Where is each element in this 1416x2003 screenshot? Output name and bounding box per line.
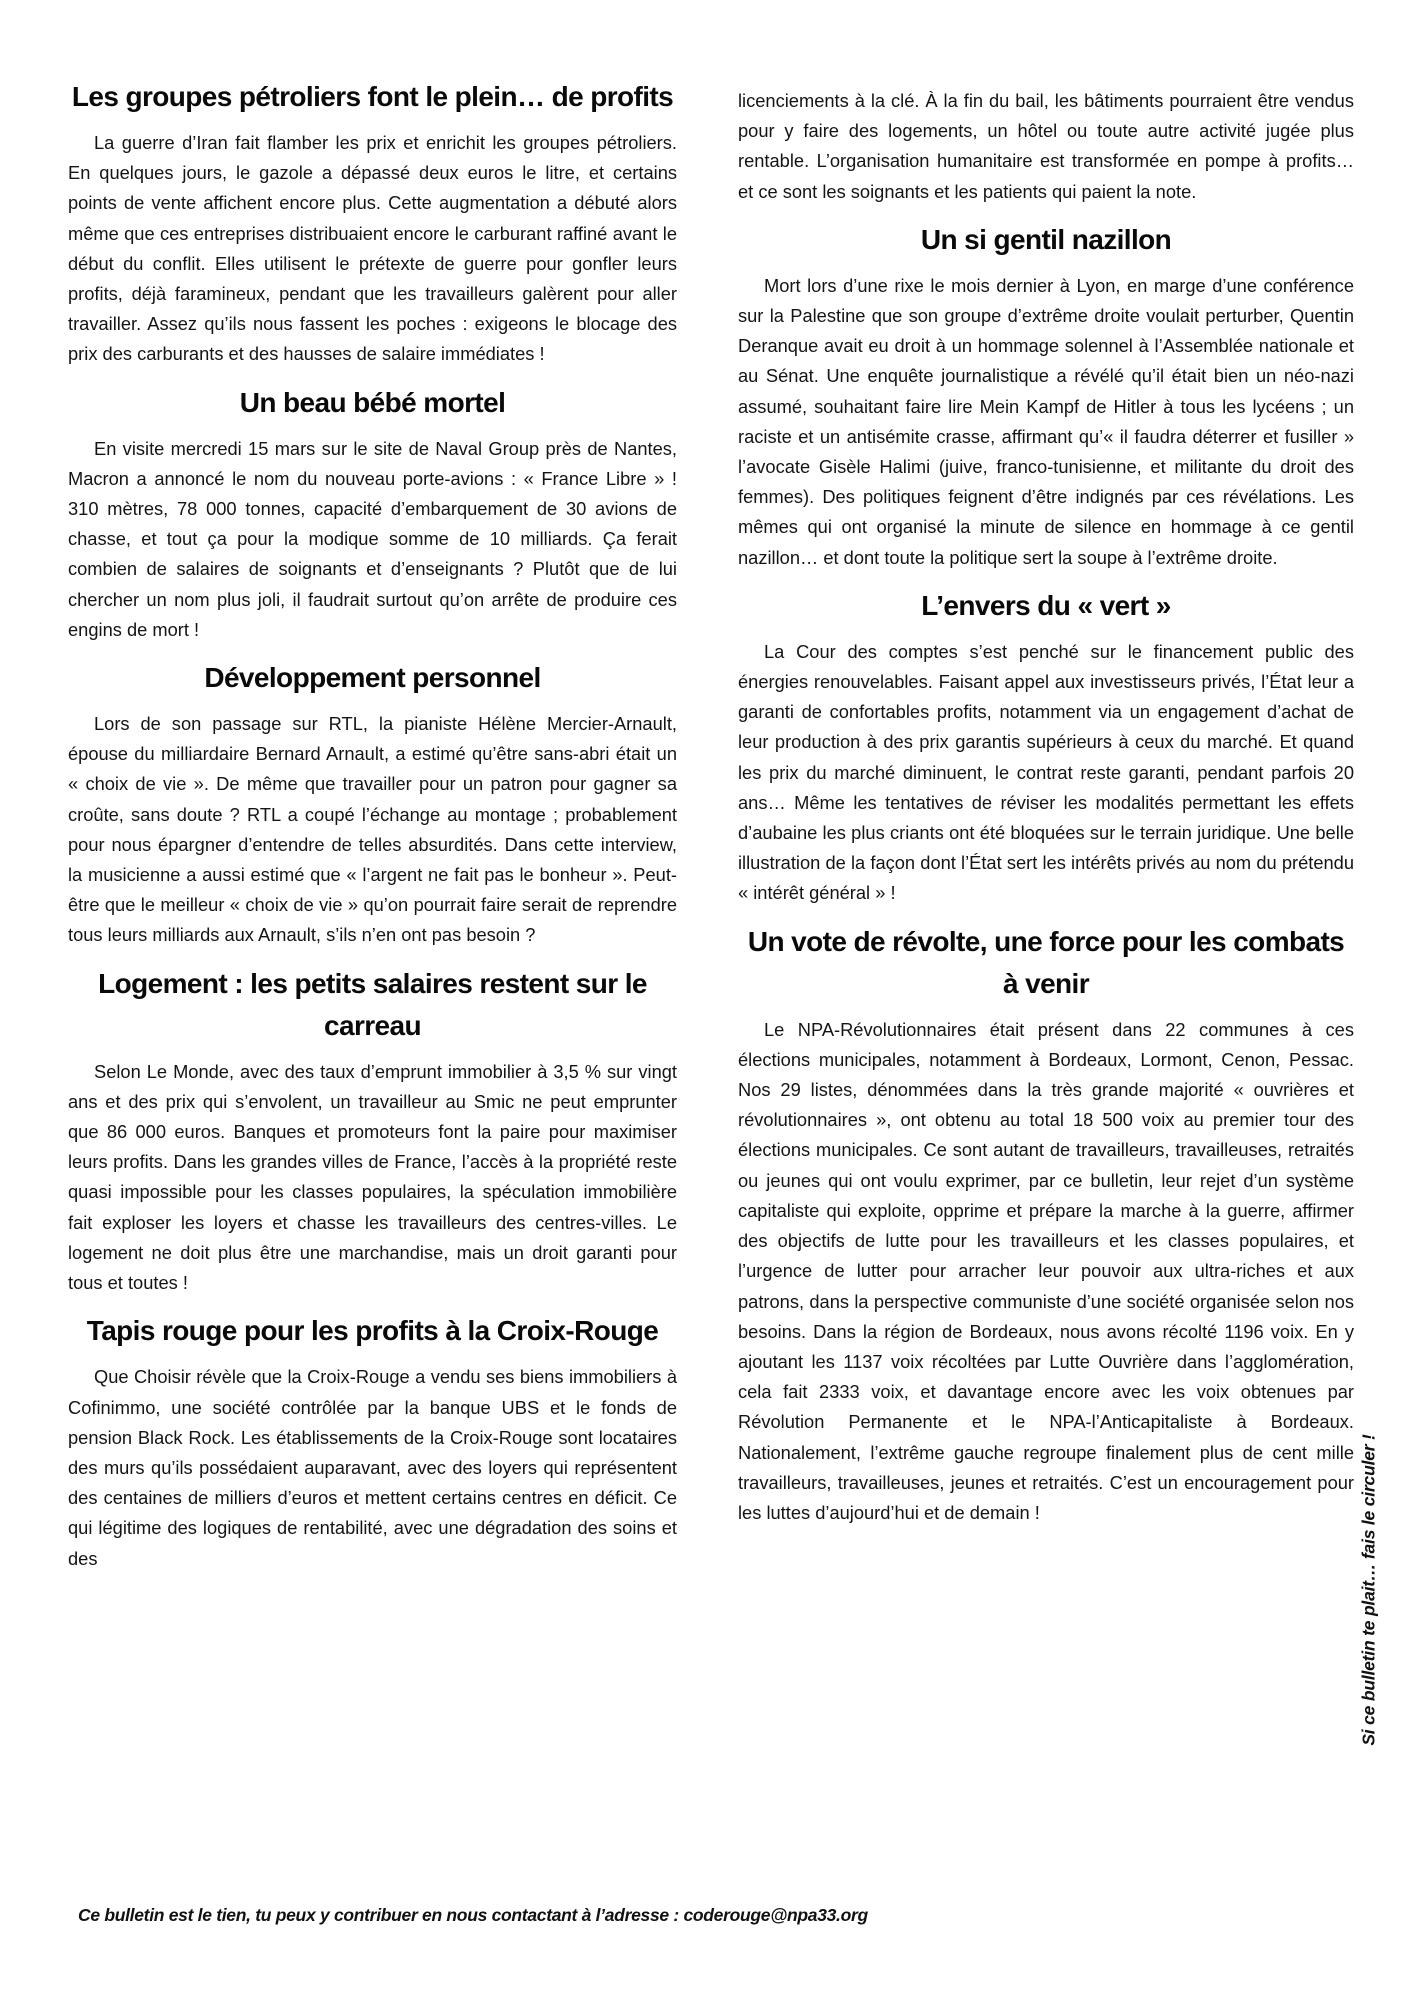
article-continuation: licenciements à la clé. À la fin du bail, les bâtiments pourraient être vendus pour y faire des logements, un hôtel ou toute autre activité jugée plus rentable. L’organisation humanitaire est transformée en pompe à profits… et ce sont les soignants et les patients qui paient la note.	[738, 90, 1354, 202]
article-body: Le NPA-Révolutionnaires était présent dans 22 communes à ces élections municipales, notamment à Bordeaux, Lormont, Cenon, Pessac. Nos 29 listes, dénommées dans la très grande majorité « ouvrières et révolutionnaires », ont obtenu au total 18 500 voix au premier tour des élections municipales. Ce sont autant de travailleurs, travailleuses, retraités ou jeunes qui ont voulu exprimer, par ce bulletin, leur rejet d’un système capitaliste qui exploite, opprime et prépare la marche à la guerre, affirmer des objectifs de lutte pour les travailleurs et les classes populaires, et l’urgence de lutter pour arracher leur pouvoir aux ultra-riches et aux patrons, dans la perspective communiste d’une société organisée selon nos besoins. Dans la région de Bordeaux, nous avons récolté 1196 voix. En y ajoutant les 1137 voix récoltées par Lutte Ouvrière dans l’agglomération, cela fait 2333 voix, et davantage encore avec les voix obtenues par Révolution Permanente et le NPA-l’Anticapitaliste à Bordeaux. Nationalement, l’extrême gauche regroupe finalement plus de cent mille travailleurs, travailleuses, jeunes et retraités. C’est un encouragement pour les luttes d’aujourd’hui et de demain !	[738, 1018, 1354, 1523]
side-note-text: Si ce bulletin te plait… fais le circuler !	[1358, 1434, 1379, 1746]
article-title: Un si gentil nazillon	[920, 223, 1172, 255]
article-personal-development	[68, 657, 677, 951]
article-title: Tapis rouge pour les profits à la Croix-Rouge	[86, 1315, 659, 1347]
article-body: La Cour des comptes s’est penché sur le financement public des énergies renouvelables. Faisant appel aux investisseurs privés, l’État leur a garanti de confortables profits, notamment via un engagement d’achat de leur production à des prix garantis supérieurs à ceux du marché. Et quand les prix du marché diminuent, le contrat reste garanti, pendant parfois 20 ans… Même les tentatives de réviser les modalités permettant les effets d’aubaine les plus criants ont été bloquées sur le terrain juridique. Une belle illustration de la façon dont l’État sert les intérêts privés au nom du prétendu « intérêt général » !	[738, 640, 1354, 904]
article-nazillon	[738, 219, 1354, 573]
article-title: Développement personnel	[204, 662, 541, 694]
right-column	[738, 86, 1354, 1540]
article-body: La guerre d’Iran fait flamber les prix et enrichit les groupes pétroliers. En quelques jours, le gazole a dépassé deux euros le litre, et certains points de vente affichent encore plus. Cette augmentation a débuté alors même que ces entreprises distribuaient encore le carburant raffiné avant le début du conflit. Elles utilisent le prétexte de guerre pour gonfler leurs profits, déjà faramineux, pendant que les travailleurs galèrent pour aller travailler. Assez qu’ils nous fassent les poches : exigeons le blocage des prix des carburants et des hausses de salaire immédiates !	[68, 132, 677, 365]
article-title: L’envers du « vert »	[921, 589, 1171, 621]
article-title: Un vote de révolte, une force pour les combats à venir	[747, 925, 1345, 999]
article-green-energy	[738, 585, 1354, 909]
article-title: Un beau bébé mortel	[239, 386, 506, 418]
footer-contact: Ce bulletin est le tien, tu peux y contribuer en nous contactant à l’adresse : coderouge@npa33.org	[78, 1905, 868, 1925]
article-body: En visite mercredi 15 mars sur le site de Naval Group près de Nantes, Macron a annoncé le nom du nouveau porte-avions : « France Libre » ! 310 mètres, 78 000 tonnes, capacité d’embarquement de 30 avions de chasse, et tout ça pour la modique somme de 10 milliards. Ça ferait combien de salaires de soignants et d’enseignants ? Plutôt que de lui chercher un nom plus joli, il faudrait surtout qu’on arrête de produire ces engins de mort !	[68, 437, 677, 640]
article-oil-profits	[68, 76, 677, 370]
article-red-cross	[68, 1310, 677, 1573]
article-title: Logement : les petits salaires restent sur le carreau	[98, 967, 647, 1041]
article-title: Les groupes pétroliers font le plein… de profits	[71, 81, 674, 112]
article-body: Mort lors d’une rixe le mois dernier à Lyon, en marge d’une conférence sur la Palestine que son groupe d’extrême droite voulait perturber, Quentin Deranque avait eu droit à un hommage solennel à l’Assemblée nationale et au Sénat. Une enquête journalistique a révélé qu’il était bien un néo-nazi assumé, souhaitant faire lire Mein Kampf de Hitler à tous les lycéens ; un raciste et un antisémite crasse, affirmant qu’« il faudra déterrer et fusiller » l’avocate Gisèle Halimi (juive, franco-tunisienne, et militante du droit des femmes). Des politiques feignent d’être indignés par ces révélations. Les mêmes qui ont organisé la minute de silence en hommage à ce gentil nazillon… et dont toute la politique sert la soupe à l’extrême droite.	[738, 274, 1354, 568]
article-aircraft-carrier	[68, 382, 677, 645]
article-body: Lors de son passage sur RTL, la pianiste Hélène Mercier-Arnault, épouse du milliardaire Bernard Arnault, a estimé qu’être sans-abri était un « choix de vie ». De même que travailler pour un patron pour gagner sa croûte, sans doute ? RTL a coupé l’échange au montage ; probablement pour nous épargner d’entendre de telles absurdités. Dans cette interview, la musicienne a aussi estimé que « l’argent ne fait pas le bonheur ». Peut-être que le meilleur « choix de vie » qu’on pourrait faire serait de reprendre tous leurs milliards aux Arnault, s’ils n’en ont pas besoin ?	[68, 713, 677, 946]
vertical-side-note	[1356, 1355, 1382, 1825]
article-housing	[68, 963, 677, 1299]
article-election-vote	[738, 921, 1354, 1528]
left-column	[68, 76, 677, 1574]
article-body: Selon Le Monde, avec des taux d’emprunt immobilier à 3,5 % sur vingt ans et des prix qui s’envolent, un travailleur au Smic ne peut emprunter que 86 000 euros. Banques et promoteurs font la paire pour maximiser leurs profits. Dans les grandes villes de France, l’accès à la propriété reste quasi impossible pour les classes populaires, la spéculation immobilière fait exploser les loyers et chasse les travailleurs des centres-villes. Le logement ne doit plus être une marchandise, mais un droit garanti pour tous et toutes !	[68, 1060, 677, 1294]
article-body: Que Choisir révèle que la Croix-Rouge a vendu ses biens immobiliers à Cofinimmo, une société contrôlée par la banque UBS et le fonds de pension Black Rock. Les établissements de la Croix-Rouge sont locataires des murs qu’ils possédaient auparavant, avec des loyers qui représentent des centaines de milliers d’euros et mettent certains centres en déficit. Ce qui légitime des logiques de rentabilité, avec une dégradation des soins et des	[68, 1366, 677, 1569]
